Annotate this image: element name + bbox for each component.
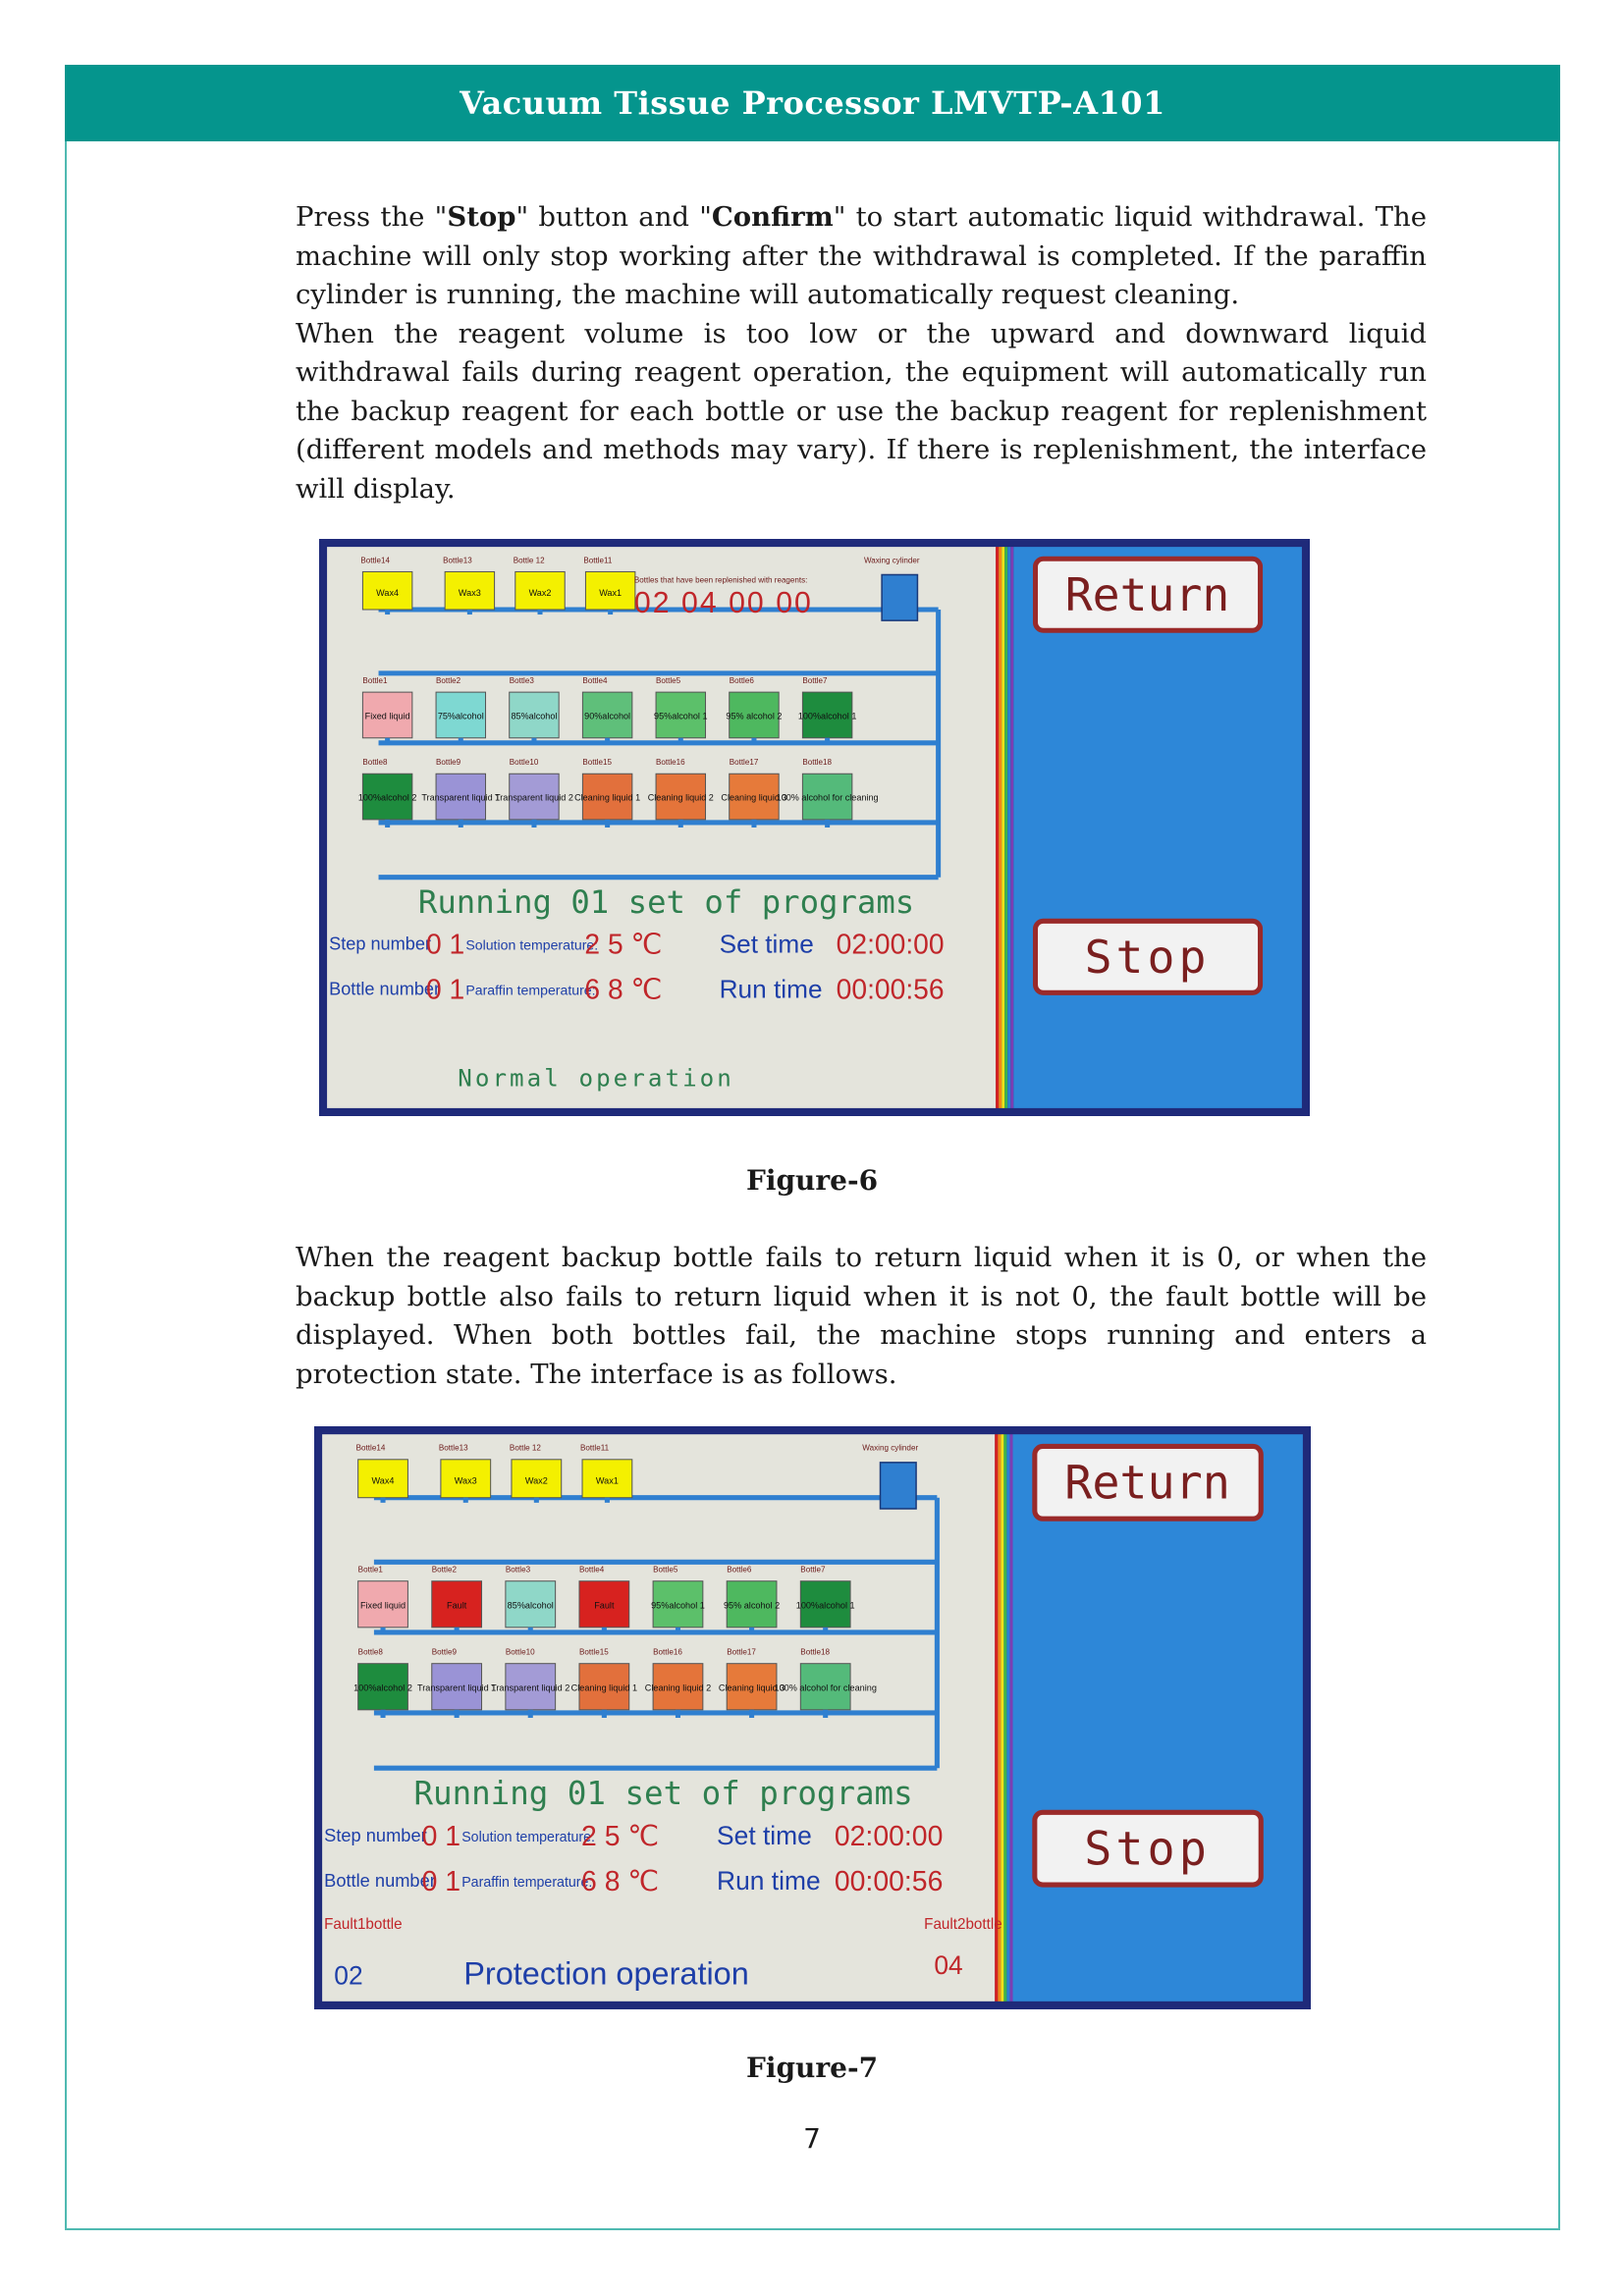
bottle-name: Fault (594, 1600, 615, 1611)
fault2-label: Fault2bottle (924, 1916, 1002, 1934)
bottle-label: Bottle3 (509, 675, 534, 686)
bottle-name: 95% alcohol 2 (723, 1600, 781, 1611)
bottle-label: Bottle7 (800, 1565, 826, 1575)
bottle-label: Bottle4 (578, 1565, 605, 1575)
bottle-number-value: 0 1 (421, 1866, 461, 1898)
bottle-name: Fixed liquid (359, 1600, 406, 1611)
bottle-number-label: Bottle number (329, 979, 441, 999)
wax-bottle-label: Bottle13 (443, 556, 472, 565)
wax-bottle-label: Bottle14 (355, 1443, 386, 1453)
wax-bottle-name: Wax1 (595, 1475, 619, 1486)
paraffin-temp-label: Paraffin temperature: (461, 1875, 593, 1892)
fault2-value: 04 (934, 1950, 963, 1981)
wax-bottle-name: Wax2 (528, 587, 552, 598)
step-number-label: Step number (329, 934, 431, 954)
bottle-name: 95% alcohol 2 (726, 711, 783, 721)
wax-bottle-label: Bottle14 (360, 556, 390, 565)
wax-bottle-name: Wax3 (458, 587, 481, 598)
fault1-value: 02 (334, 1960, 363, 1991)
paraffin-temp-value: 6 8 ℃ (584, 973, 663, 1005)
waxing-cylinder-label: Waxing cylinder (862, 1443, 919, 1453)
wax-bottle-name: Wax2 (524, 1475, 548, 1486)
wax-bottle-label: Bottle 12 (513, 556, 545, 565)
operation-status: Protection operation (463, 1954, 749, 1992)
bottle-name: Cleaning liquid 1 (570, 1682, 638, 1693)
wax-bottle-name: Wax3 (454, 1475, 477, 1486)
page-number: 7 (803, 2122, 821, 2155)
bottle-name: Cleaning liquid 3 (721, 792, 787, 803)
bottle-name: 100%alcohol 1 (797, 711, 857, 721)
bottle-name: Transparent liquid 1 (417, 1682, 497, 1693)
solution-temp-value: 2 5 ℃ (584, 928, 663, 960)
bottle-name: 95%alcohol 1 (651, 1600, 705, 1611)
main-panel (322, 1434, 995, 2002)
bottle-label: Bottle8 (362, 758, 388, 768)
bottle-label: Bottle6 (729, 675, 754, 686)
bottle-number-value: 0 1 (425, 973, 465, 1005)
bottle-name: Cleaning liquid 2 (644, 1682, 712, 1693)
bottle-label: Bottle10 (509, 758, 539, 768)
waxing-cylinder (882, 574, 917, 620)
bottle-name: Cleaning liquid 2 (647, 792, 714, 803)
bottle-name: Transparent liquid 2 (491, 1682, 570, 1693)
document-title: Vacuum Tissue Processor LMVTP-A101 (460, 84, 1165, 122)
bottle-label: Bottle6 (727, 1565, 752, 1575)
operation-status: Normal operation (458, 1063, 734, 1093)
bottle-name: Cleaning liquid 3 (718, 1682, 785, 1693)
step-number-value: 0 1 (421, 1820, 461, 1853)
return-button-label: Return (1064, 1456, 1230, 1511)
bottle-label: Bottle1 (357, 1565, 383, 1575)
run-time-label: Run time (717, 1866, 821, 1896)
bottle-name: Fixed liquid (364, 711, 410, 721)
running-status: Running 01 set of programs (417, 883, 915, 922)
wax-bottle-name: Wax4 (376, 587, 400, 598)
bottle-label: Bottle10 (505, 1647, 535, 1657)
paraffin-temp-label: Paraffin temperature: (465, 982, 596, 998)
bottle-label: Bottle18 (802, 758, 832, 768)
bottle-label: Bottle3 (505, 1565, 531, 1575)
bottle-label: Bottle9 (436, 758, 461, 768)
wax-bottle-label: Bottle11 (583, 556, 613, 565)
set-time-value: 02:00:00 (836, 928, 945, 960)
step-number-value: 0 1 (425, 928, 465, 960)
figure-7-caption: Figure-7 (745, 2052, 879, 2084)
intro-paragraph: Press the "Stop" button and "Confirm" to start automatic liquid withdrawal. The machine will only stop working after the withdrawal is completed. If the paraffin cylinder is running, the machine will automatically request cleaning. When the reagent volume is too low or the upward and downward liquid withdrawal fails during reagent operation, the equipment will automatically run the backup reagent for each bottle or use the backup reagent for replenishment (different models and methods may vary). If there is replenishment, the interface will display. (296, 201, 1427, 505)
bottle-label: Bottle15 (578, 1647, 609, 1657)
bottle-name: 85%alcohol (507, 1600, 554, 1611)
bottle-name: Fault (447, 1600, 467, 1611)
bottle-name: 100%alcohol 1 (795, 1600, 855, 1611)
step-number-label: Step number (324, 1824, 427, 1845)
set-time-value: 02:00:00 (834, 1820, 944, 1853)
replenish-paragraph: When the reagent volume is too low or the upward and downward liquid withdrawal fails during reagent operation, the equipment will automatically run the backup reagent for each bottle or use the backup reagent for replenishment (different models and methods may vary). If there is replenishment, the interface will display. (296, 317, 1427, 505)
bottle-label: Bottle16 (653, 1647, 682, 1657)
waxing-cylinder (881, 1463, 917, 1509)
stop-term: Stop (447, 201, 516, 233)
figure-7-screenshot (314, 1426, 1311, 2009)
bottle-name: 75%alcohol (437, 711, 484, 721)
bottle-name: Transparent liquid 2 (495, 792, 573, 803)
solution-temp-value: 2 5 ℃ (581, 1820, 660, 1853)
bottle-label: Bottle1 (362, 675, 388, 686)
bottle-name: 90%alcohol (584, 711, 631, 721)
wax-bottle-label: Bottle13 (438, 1443, 468, 1453)
bottle-label: Bottle17 (727, 1647, 756, 1657)
bottle-label: Bottle15 (582, 758, 612, 768)
bottle-name: 85%alcohol (511, 711, 558, 721)
bottle-label: Bottle5 (656, 675, 681, 686)
bottle-name: 100%alcohol 2 (357, 792, 417, 803)
set-time-label: Set time (717, 1820, 812, 1851)
bottle-label: Bottle16 (656, 758, 685, 768)
replenished-label: Bottles that have been replenished with reagents: (633, 575, 808, 585)
bottle-label: Bottle17 (729, 758, 759, 768)
bottle-name: 100%alcohol 2 (353, 1682, 412, 1693)
page-header (65, 65, 1560, 141)
set-time-label: Set time (719, 929, 814, 959)
stop-button-label: Stop (1084, 1822, 1211, 1877)
wax-bottle-label: Bottle11 (580, 1443, 610, 1453)
replenished-value: 02 04 00 00 (633, 586, 813, 620)
solution-temp-label: Solution temperature: (465, 936, 599, 953)
bottle-label: Bottle8 (357, 1647, 383, 1657)
run-time-label: Run time (719, 974, 823, 1004)
wax-bottle-label: Bottle 12 (509, 1443, 541, 1453)
bottle-label: Bottle2 (436, 675, 461, 686)
wax-bottle-name: Wax4 (371, 1475, 395, 1486)
stop-button-label: Stop (1084, 930, 1211, 985)
bottle-name: 100% alcohol for cleaning (776, 792, 879, 803)
figure-6-caption: Figure-6 (745, 1164, 879, 1197)
solution-temp-label: Solution temperature: (461, 1829, 596, 1845)
run-time-value: 00:00:56 (834, 1866, 944, 1898)
fault-paragraph: When the reagent backup bottle fails to return liquid when it is 0, or when the backup bottle also fails to return liquid when it is not 0, the fault bottle will be displayed. When both bottles fail, the machine stops running and enters a protection state. The interface is as follows. (296, 1242, 1427, 1390)
bottle-label: Bottle7 (802, 675, 828, 686)
main-panel (327, 547, 996, 1108)
bottle-label: Bottle5 (653, 1565, 678, 1575)
bottle-label: Bottle2 (431, 1565, 458, 1575)
waxing-cylinder-label: Waxing cylinder (863, 556, 920, 565)
confirm-term: Confirm (711, 201, 834, 233)
figure-6-screenshot (319, 539, 1310, 1116)
bottle-label: Bottle9 (431, 1647, 458, 1657)
bottle-name: 100% alcohol for cleaning (774, 1682, 877, 1693)
bottle-number-label: Bottle number (324, 1869, 436, 1892)
paraffin-temp-value: 6 8 ℃ (581, 1866, 660, 1898)
run-time-value: 00:00:56 (836, 973, 945, 1005)
wax-bottle-name: Wax1 (599, 587, 623, 598)
bottle-label: Bottle4 (582, 675, 608, 686)
fault1-label: Fault1bottle (324, 1916, 403, 1934)
bottle-name: 95%alcohol 1 (654, 711, 708, 721)
bottle-label: Bottle18 (800, 1647, 831, 1657)
bottle-name: Cleaning liquid 1 (574, 792, 641, 803)
return-button-label: Return (1064, 567, 1230, 622)
bottle-name: Transparent liquid 1 (421, 792, 501, 803)
running-status: Running 01 set of programs (413, 1774, 913, 1813)
